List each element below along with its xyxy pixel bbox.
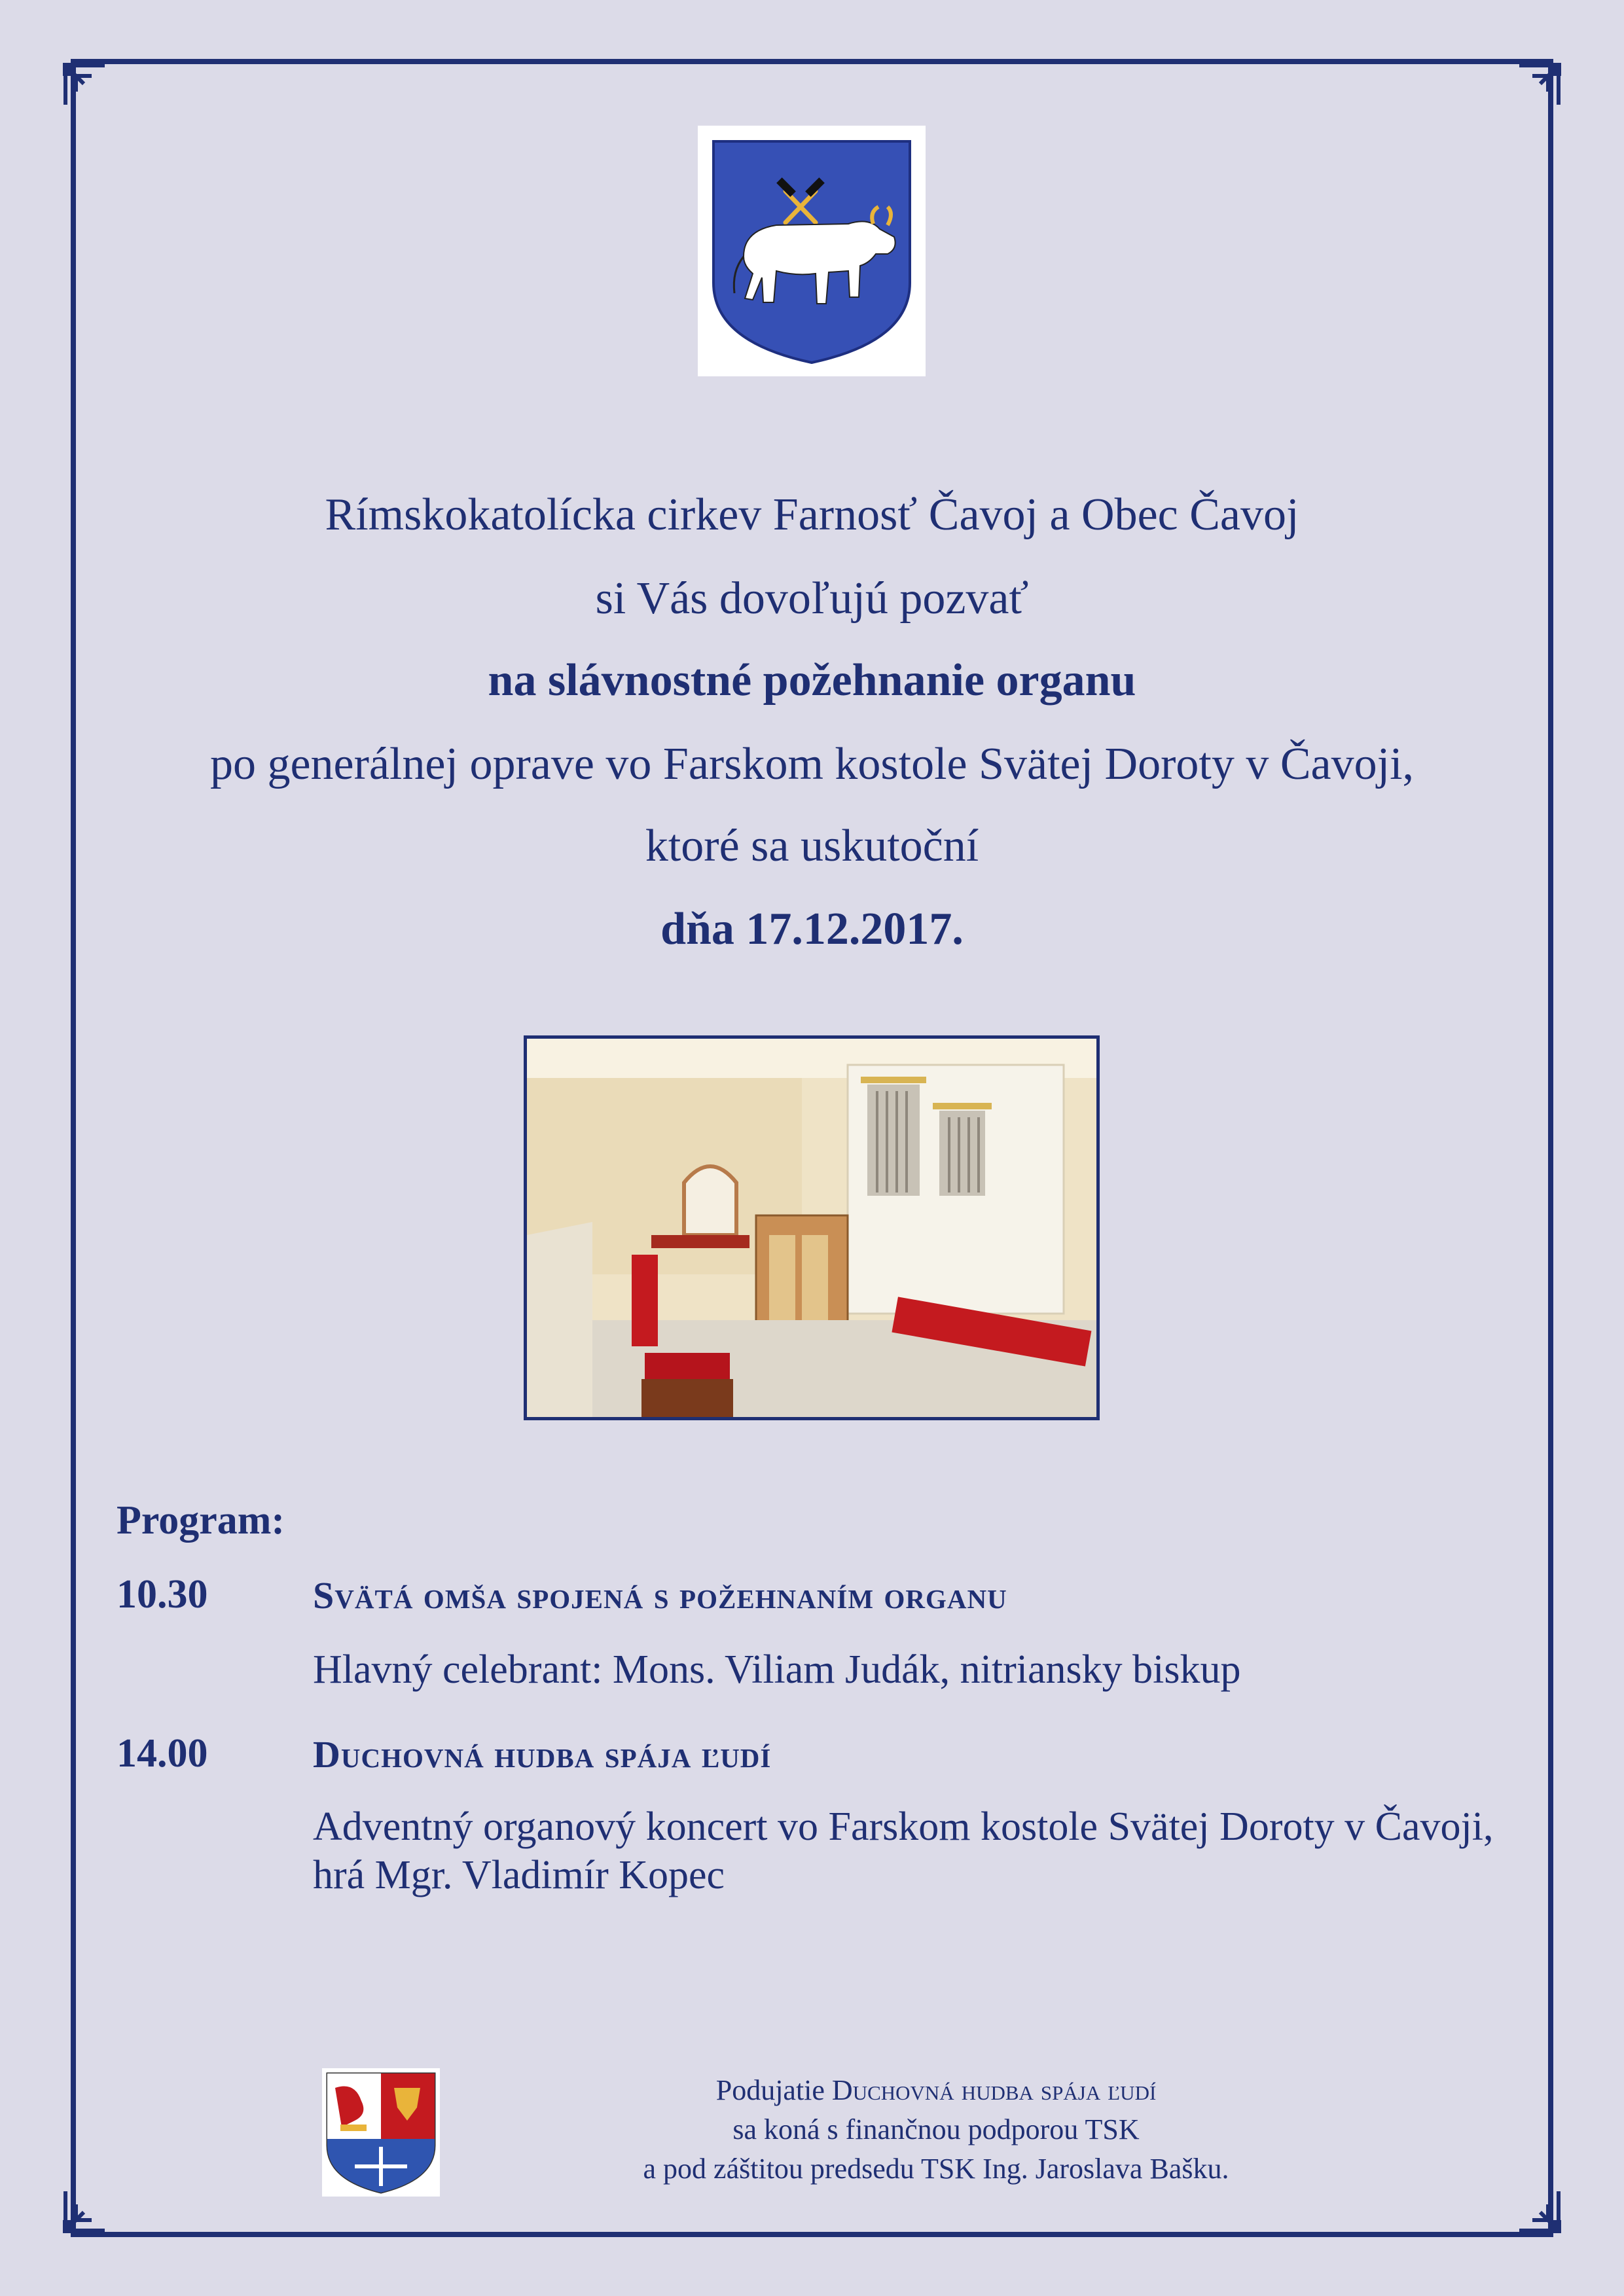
invitation-line-organizers: Rímskokatolícka cirkev Farnosť Čavoj a Obec Čavoj bbox=[325, 490, 1299, 540]
footer-event-name: Duchovná hudba spája ľudí bbox=[831, 2074, 1157, 2106]
invitation-line-event: na slávnostné požehnanie organu bbox=[488, 655, 1136, 706]
program-item-time: 14.00 bbox=[117, 1731, 208, 1776]
village-coat-of-arms bbox=[698, 126, 926, 376]
invitation-line-invite: si Vás dovoľujú pozvať bbox=[595, 573, 1029, 624]
organ-photo bbox=[524, 1035, 1100, 1420]
program-item-description: Adventný organový koncert vo Farskom kostole Svätej Doroty v Čavoji, bbox=[313, 1804, 1494, 1849]
program-item-time: 10.30 bbox=[117, 1572, 208, 1617]
footer-line-support: sa koná s finančnou podporou TSK bbox=[732, 2113, 1140, 2145]
region-coat-of-arms bbox=[322, 2068, 440, 2197]
program-item-title: Svätá omša spojená s požehnaním organu bbox=[313, 1574, 1007, 1617]
invitation-line-location: po generálnej oprave vo Farskom kostole Svätej Doroty v Čavoji, bbox=[209, 739, 1415, 789]
program-heading: Program: bbox=[117, 1498, 285, 1543]
program-item-description: hrá Mgr. Vladimír Kopec bbox=[313, 1853, 725, 1897]
invitation-line-date: dňa 17.12.2017. bbox=[660, 904, 964, 954]
footer-prefix: Podujatie bbox=[715, 2074, 832, 2106]
footer-line-event bbox=[511, 2073, 1362, 2107]
invitation-line-takes-place: ktoré sa uskutoční bbox=[645, 821, 979, 871]
program-item-title: Duchovná hudba spája ľudí bbox=[313, 1733, 772, 1776]
program-item-description: Hlavný celebrant: Mons. Viliam Judák, nitriansky biskup bbox=[313, 1647, 1241, 1692]
footer-line-patronage: a pod záštitou predsedu TSK Ing. Jaroslava Bašku. bbox=[643, 2153, 1229, 2185]
